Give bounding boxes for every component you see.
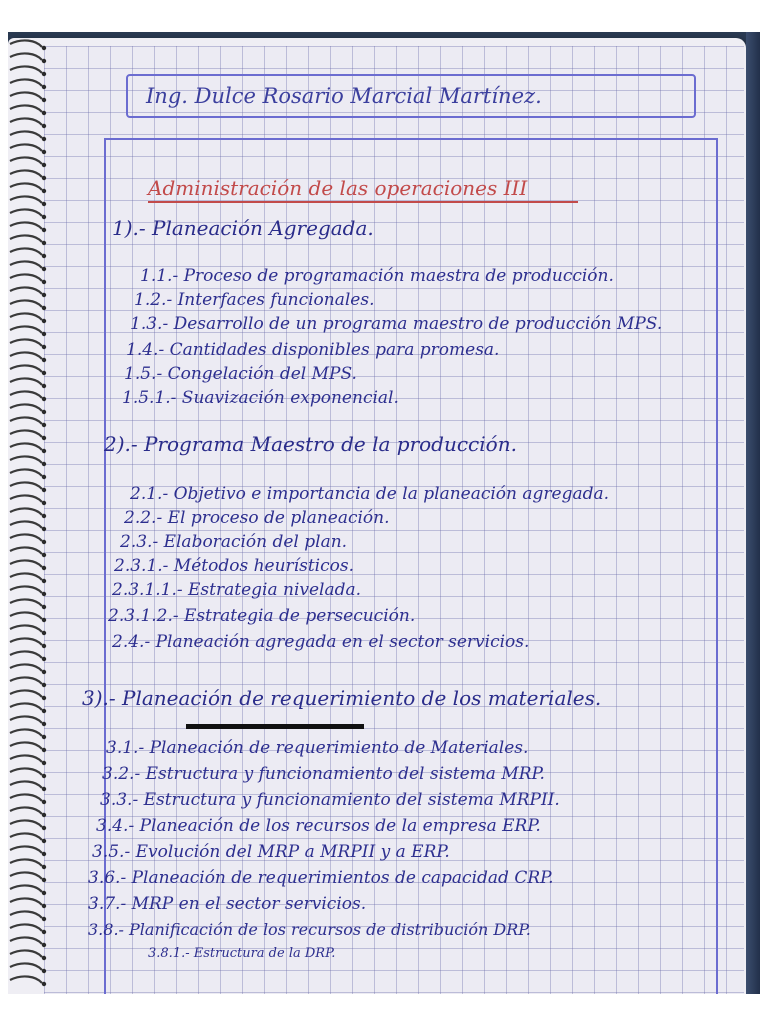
spiral-ring xyxy=(10,443,42,450)
list-item: 1.2.- Interfaces funcionales. xyxy=(134,290,375,310)
spiral-ring xyxy=(10,157,42,164)
spiral-ring xyxy=(10,274,42,281)
spiral-ring xyxy=(10,248,42,255)
spiral-ring xyxy=(10,586,42,593)
spiral-ring xyxy=(10,547,42,554)
spiral-ring xyxy=(10,638,42,645)
list-item: 2.2.- El proceso de planeación. xyxy=(124,508,390,528)
section-heading-2: 2).- Programa Maestro de la producción. xyxy=(104,432,517,456)
spiral-ring xyxy=(10,79,42,86)
spiral-ring xyxy=(10,651,42,658)
spiral-ring xyxy=(10,326,42,333)
spiral-ring xyxy=(10,131,42,138)
list-item: 1.3.- Desarrollo de un programa maestro de producción MPS. xyxy=(130,314,663,334)
spiral-ring xyxy=(10,469,42,476)
spiral-ring xyxy=(10,677,42,684)
section-heading-1: 1).- Planeación Agregada. xyxy=(112,216,374,240)
spiral-ring xyxy=(10,846,42,853)
spiral-ring xyxy=(10,300,42,307)
spiral-ring xyxy=(10,352,42,359)
list-item: 3.8.- Planificación de los recursos de distribución DRP. xyxy=(88,920,531,939)
spiral-ring xyxy=(10,911,42,918)
author-name: Ing. Dulce Rosario Marcial Martínez. xyxy=(146,84,542,108)
list-item: 2.1.- Objetivo e importancia de la planeación agregada. xyxy=(130,484,610,504)
spiral-ring xyxy=(10,66,42,73)
spiral-ring xyxy=(10,898,42,905)
spiral-ring xyxy=(10,937,42,944)
spiral-ring xyxy=(10,703,42,710)
desk-edge xyxy=(746,32,760,994)
spiral-ring xyxy=(10,768,42,775)
spiral-ring xyxy=(10,365,42,372)
spiral-ring xyxy=(10,729,42,736)
list-item: 3.8.1.- Estructura de la DRP. xyxy=(148,946,336,961)
list-item: 1.4.- Cantidades disponibles para promesa. xyxy=(126,340,500,360)
spiral-ring xyxy=(10,417,42,424)
list-item: 3.6.- Planeación de requerimientos de capacidad CRP. xyxy=(88,868,554,888)
spiral-ring xyxy=(10,430,42,437)
list-item: 3.7.- MRP en el sector servicios. xyxy=(88,894,367,914)
spiral-ring xyxy=(10,755,42,762)
spiral-ring xyxy=(10,534,42,541)
spiral-ring xyxy=(10,118,42,125)
spiral-ring xyxy=(10,599,42,606)
spiral-ring xyxy=(10,976,42,983)
spiral-ring xyxy=(10,963,42,970)
list-item: 1.5.1.- Suavización exponencial. xyxy=(122,388,399,408)
spiral-ring xyxy=(10,261,42,268)
spiral-ring xyxy=(10,144,42,151)
spiral-ring xyxy=(10,664,42,671)
spiral-ring xyxy=(10,235,42,242)
spiral-ring xyxy=(10,885,42,892)
spiral-ring xyxy=(10,183,42,190)
page-title: Administración de las operaciones III xyxy=(148,176,528,200)
list-item: 2.3.1.- Métodos heurísticos. xyxy=(114,556,354,576)
spiral-ring xyxy=(10,690,42,697)
spiral-ring xyxy=(10,781,42,788)
spiral-ring xyxy=(10,196,42,203)
spiral-ring xyxy=(10,872,42,879)
spiral-ring xyxy=(10,508,42,515)
list-item: 3.5.- Evolución del MRP a MRPII y a ERP. xyxy=(92,842,450,862)
spiral-ring xyxy=(10,560,42,567)
spiral-ring xyxy=(10,859,42,866)
spiral-ring xyxy=(10,40,42,47)
spiral-ring xyxy=(10,404,42,411)
spiral-ring xyxy=(10,170,42,177)
spiral-ring xyxy=(10,313,42,320)
redaction-bar xyxy=(186,724,364,729)
spiral-ring xyxy=(10,625,42,632)
spiral-ring xyxy=(10,482,42,489)
spiral-ring xyxy=(10,950,42,957)
title-underline xyxy=(148,201,578,203)
spiral-ring xyxy=(10,612,42,619)
spiral-ring xyxy=(10,287,42,294)
spiral-ring xyxy=(10,92,42,99)
spiral-ring xyxy=(10,339,42,346)
spiral-ring xyxy=(10,105,42,112)
notebook-page xyxy=(8,38,746,994)
spiral-ring xyxy=(10,716,42,723)
list-item: 3.1.- Planeación de requerimiento de Materiales. xyxy=(106,738,529,758)
spiral-ring xyxy=(10,222,42,229)
list-item: 1.5.- Congelación del MPS. xyxy=(124,364,357,384)
spiral-ring xyxy=(10,456,42,463)
list-item: 2.4.- Planeación agregada en el sector servicios. xyxy=(112,632,530,652)
list-item: 2.3.- Elaboración del plan. xyxy=(120,532,348,552)
spiral-ring xyxy=(10,521,42,528)
spiral-ring xyxy=(10,209,42,216)
spiral-ring xyxy=(10,833,42,840)
spiral-ring xyxy=(10,807,42,814)
section-heading-3: 3).- Planeación de requerimiento de los materiales. xyxy=(82,686,602,710)
spiral-ring xyxy=(10,495,42,502)
list-item: 3.2.- Estructura y funcionamiento del sistema MRP. xyxy=(102,764,545,784)
list-item: 2.3.1.2.- Estrategia de persecución. xyxy=(108,606,416,626)
spiral-ring xyxy=(10,53,42,60)
spiral-ring xyxy=(10,378,42,385)
spiral-ring xyxy=(10,742,42,749)
spiral-ring xyxy=(10,391,42,398)
spiral-ring xyxy=(10,794,42,801)
list-item: 1.1.- Proceso de programación maestra de producción. xyxy=(140,266,614,286)
spiral-ring xyxy=(10,573,42,580)
list-item: 2.3.1.1.- Estrategia nivelada. xyxy=(112,580,362,600)
spiral-ring xyxy=(10,820,42,827)
list-item: 3.4.- Planeación de los recursos de la empresa ERP. xyxy=(96,816,541,836)
spiral-ring xyxy=(10,924,42,931)
list-item: 3.3.- Estructura y funcionamiento del sistema MRPII. xyxy=(100,790,560,810)
notebook-photo xyxy=(8,32,760,994)
name-box xyxy=(126,74,696,118)
